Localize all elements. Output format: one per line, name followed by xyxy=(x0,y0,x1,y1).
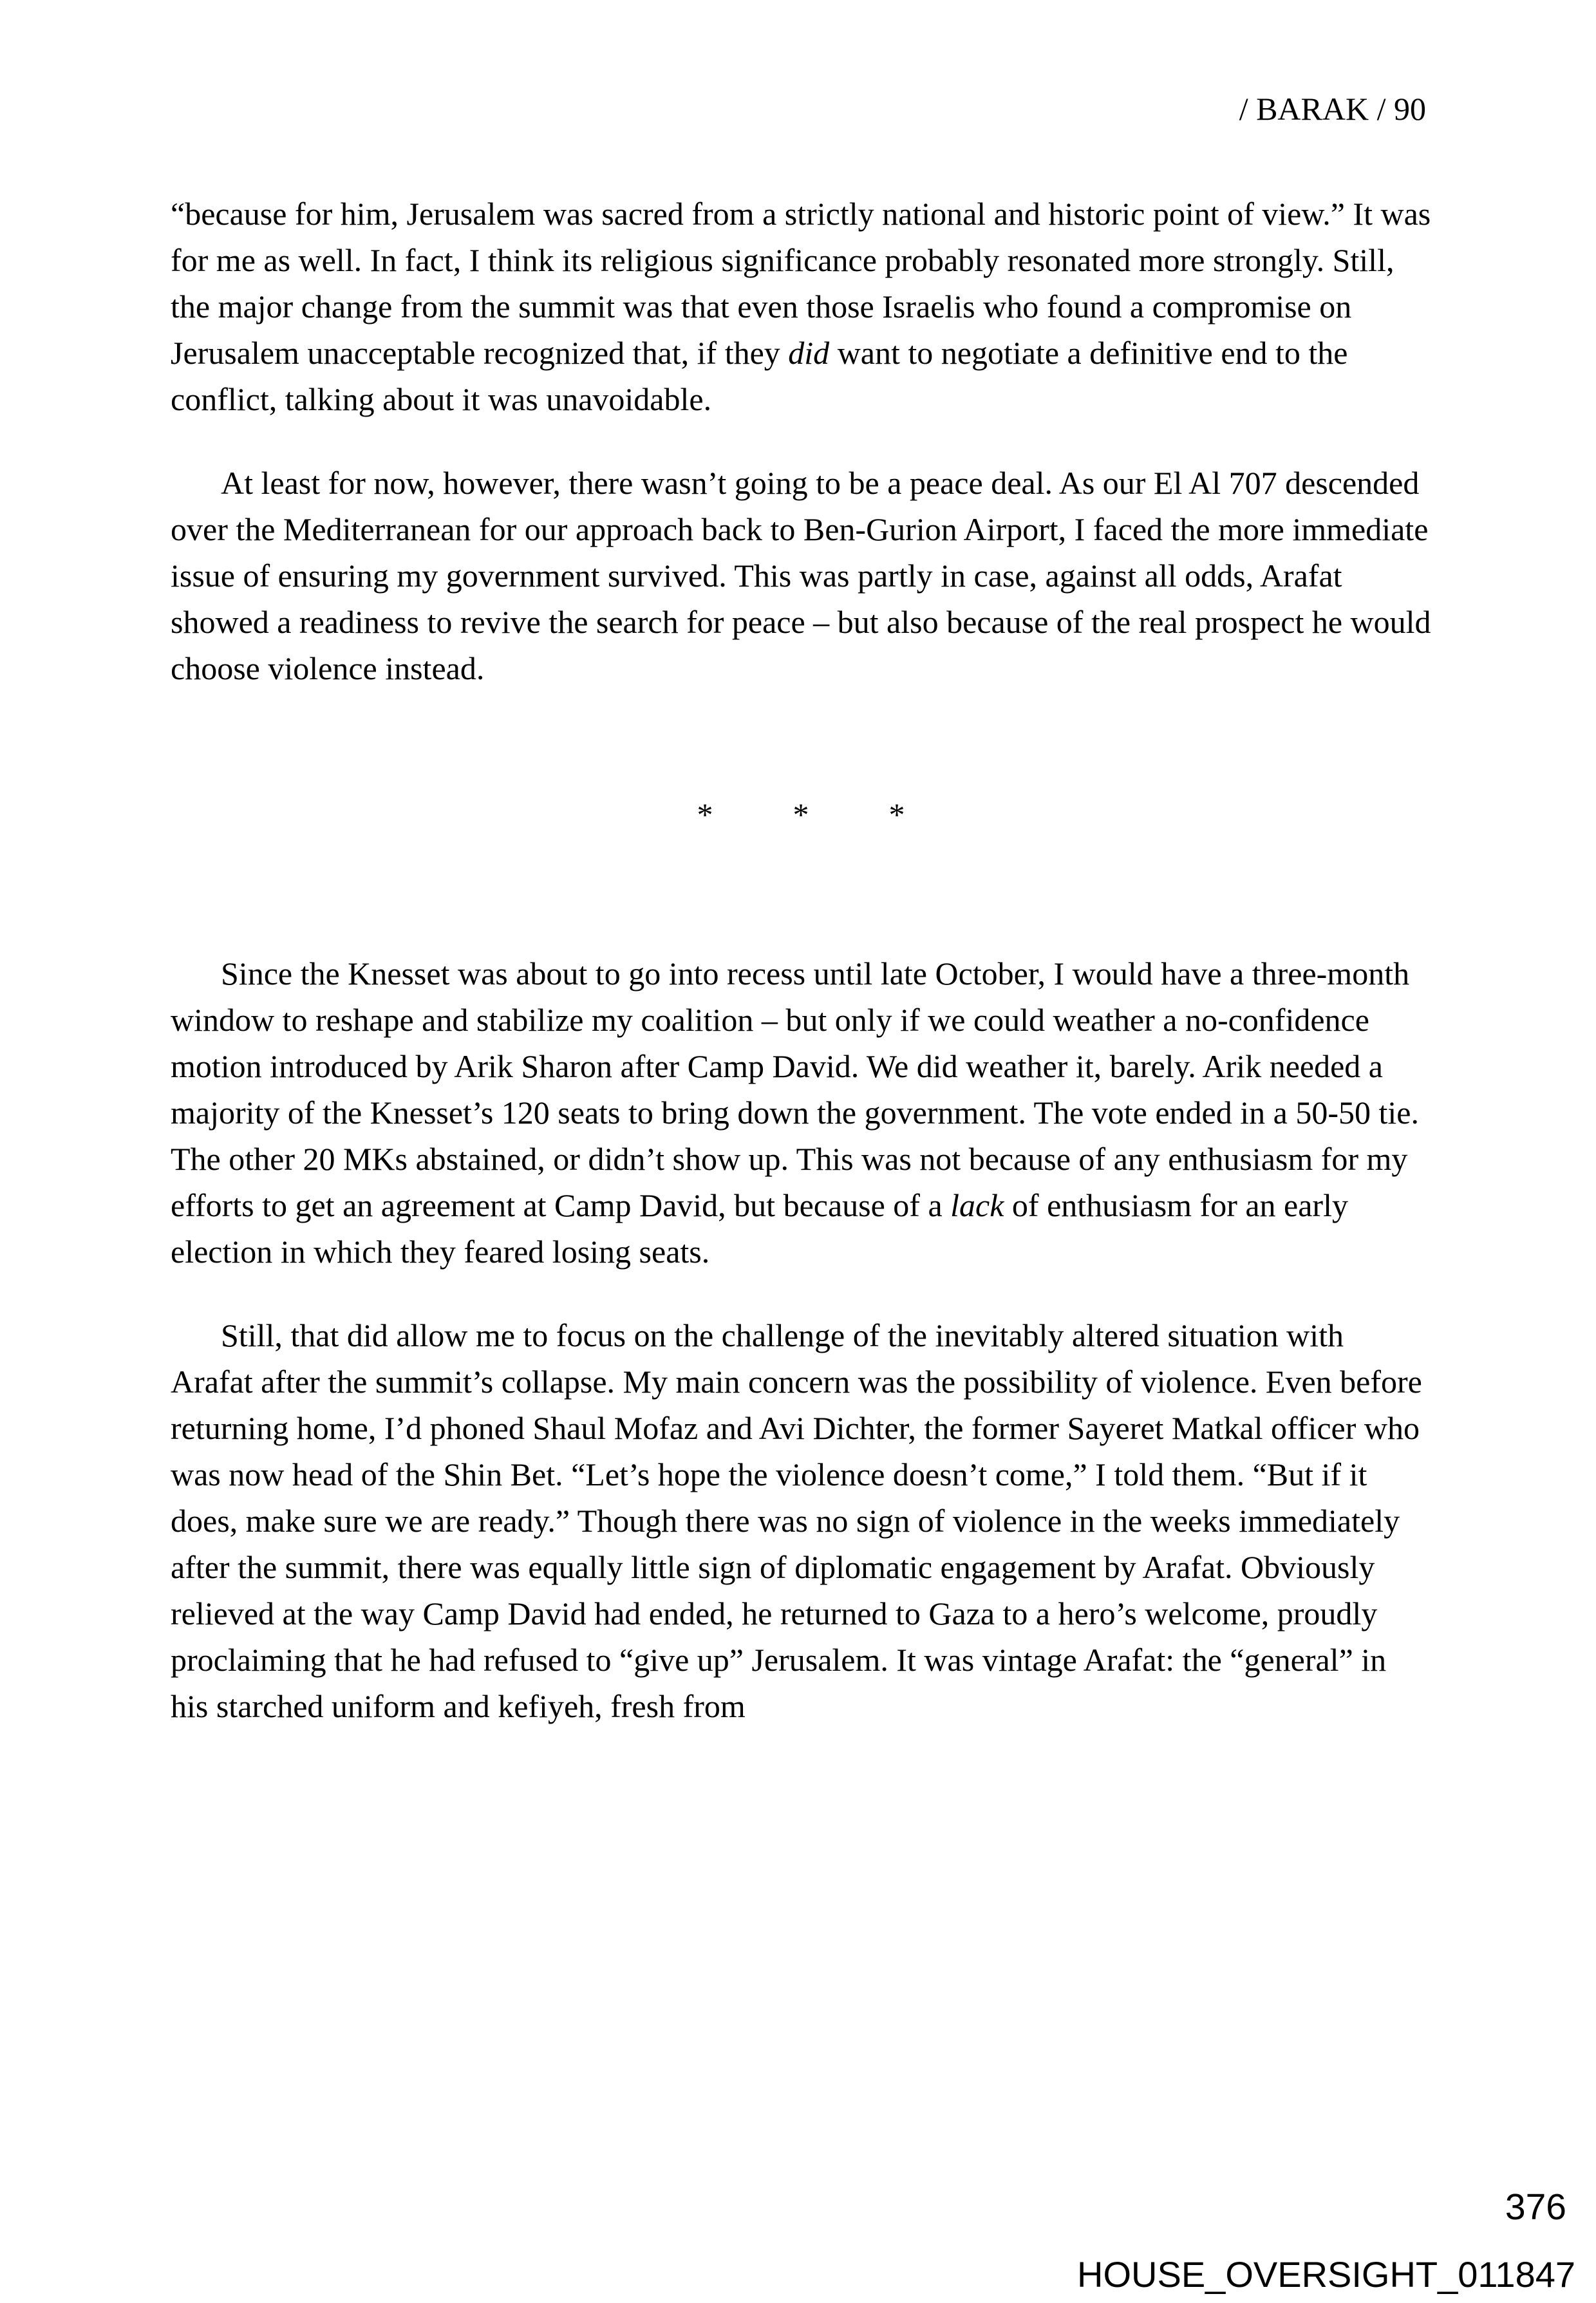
paragraph xyxy=(171,191,1431,422)
page-number: 376 xyxy=(1505,2186,1566,2228)
text-body xyxy=(171,191,1431,1729)
asterisk-glyph: * xyxy=(793,796,809,832)
text-run: Still, that did allow me to focus on the challenge of the inevitably altered situation with Arafat after the summit’s collapse. My main concern was the possibility of violence. Even before returning home, I’d phoned Shaul Mofaz and Avi Dichter, the former Sayeret Matkal officer who was now head of the Shin Bet. “Let’s hope the violence doesn’t come,” I told them. “But if it does, make sure we are ready.” Though there was no sign of violence in the weeks immediately after the summit, there was equally little sign of diplomatic engagement by Arafat. Obviously relieved at the way Camp David had ended, he returned to Gaza to a hero’s welcome, proudly proclaiming that he had refused to “give up” Jerusalem. It was vintage Arafat: the “general” in his starched uniform and kefiyeh, fresh from xyxy=(171,1317,1422,1724)
bates-stamp: HOUSE_OVERSIGHT_011847 xyxy=(1077,2254,1575,2295)
asterisk-glyph: * xyxy=(888,796,905,832)
text-run: want to negotiate a definitive end to the conflict, talking about it was unavoidable. xyxy=(171,335,1348,417)
section-break xyxy=(171,791,1431,838)
italic-run: did xyxy=(788,335,830,371)
paragraph xyxy=(171,460,1431,691)
text-run: Since the Knesset was about to go into recess until late October, I would have a three-month window to reshape and stabilize my coalition – but only if we could weather a no-confidence motion introduced by Arik Sharon after Camp David. We did weather it, barely. Arik needed a majority of the Knesset’s 120 seats to bring down the government. The vote ended in a 50-50 tie. The other 20 MKs abstained, or didn’t show up. This was not because of any enthusiasm for my efforts to get an agreement at Camp David, but because of a xyxy=(171,955,1419,1223)
italic-run: lack xyxy=(950,1187,1004,1223)
running-header: / BARAK / 90 xyxy=(1239,91,1426,127)
paragraph xyxy=(171,1312,1431,1729)
asterisk-glyph: * xyxy=(697,796,713,832)
text-run: “because for him, Jerusalem was sacred from a strictly national and historic point of view.” It was for me as well. In fact, I think its religious significance probably resonated more strongly. Still, the major change from the summit was that even those Israelis who found a compromise on Jerusalem unacceptable recognized that, if they xyxy=(171,196,1431,371)
text-run: of enthusiasm for an early election in which they feared losing seats. xyxy=(171,1187,1348,1270)
paragraph xyxy=(171,950,1431,1275)
text-run: At least for now, however, there wasn’t going to be a peace deal. As our El Al 707 descended over the Mediterranean for our approach back to Ben-Gurion Airport, I faced the more immediate issue of ensuring my government survived. This was partly in case, against all odds, Arafat showed a readiness to revive the search for peace – but also because of the real prospect he would choose violence instead. xyxy=(171,465,1431,686)
